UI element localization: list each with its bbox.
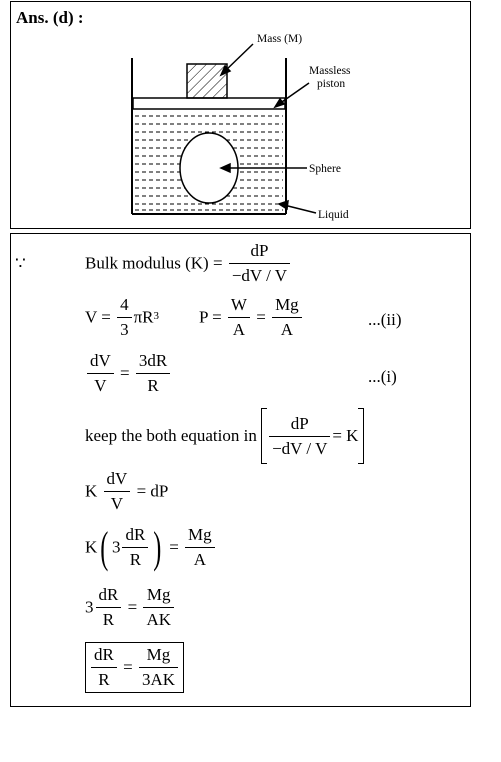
t-den2: AK: [146, 610, 171, 629]
k2-den2: A: [193, 550, 206, 569]
dv-num2: 3dR: [136, 350, 170, 374]
k2-lhs: K: [85, 537, 98, 557]
keep-text: keep the both equation in: [85, 426, 257, 445]
t-fraction: [96, 584, 122, 631]
v-lhs: V =: [85, 307, 111, 327]
label-piston-line2: piston: [317, 78, 346, 90]
p-num1: W: [228, 294, 250, 318]
bulk-text: Bulk modulus (K) =: [85, 253, 223, 273]
label-liquid: Liquid: [318, 209, 349, 221]
dv-den: V: [94, 376, 107, 395]
k2-three: 3: [111, 537, 121, 557]
because-symbol: ∵: [15, 254, 26, 273]
eq-three: [85, 584, 176, 631]
dv-fraction: [87, 350, 114, 397]
bulk-den: −dV / V: [231, 266, 288, 285]
f-den2: 3AK: [141, 670, 175, 689]
keep-num: dP: [269, 413, 330, 437]
label-mass: Mass (M): [257, 33, 303, 45]
p-fraction-2: [272, 294, 302, 341]
answer-diagram-box: [10, 1, 471, 229]
f-fraction-2: [139, 644, 178, 691]
p-num2: Mg: [272, 294, 302, 318]
tag-i: ...(i): [368, 367, 397, 386]
bracket-left: [261, 408, 267, 464]
v-den: 3: [120, 320, 129, 339]
mass-block: [187, 64, 227, 98]
dv-den2: R: [147, 376, 159, 395]
keep-rhs: = K: [332, 426, 359, 445]
k-num: dV: [104, 468, 131, 492]
dv-eq: =: [120, 363, 130, 383]
eq-volume-change: [85, 350, 172, 397]
paren-left: (: [100, 522, 109, 572]
k2-num: dR: [122, 524, 148, 548]
bracket-right: [358, 408, 364, 464]
k2-eq: =: [169, 537, 179, 557]
p-fraction-1: [228, 294, 250, 341]
eq-bulk-modulus: [85, 240, 292, 287]
f-den: R: [98, 670, 110, 689]
bulk-num: dP: [229, 240, 290, 264]
v-exp: 3: [153, 309, 159, 322]
k-rhs: = dP: [136, 481, 169, 501]
f-num2: Mg: [139, 644, 178, 668]
eq-pressure: [199, 294, 304, 341]
eq-keep: [85, 408, 364, 464]
dv-num: dV: [87, 350, 114, 374]
f-num: dR: [91, 644, 117, 668]
t-den: R: [102, 610, 115, 629]
eq-volume: [85, 294, 159, 341]
label-piston-line1: Massless: [309, 65, 351, 77]
solution-box: [10, 233, 471, 707]
f-fraction: [91, 644, 117, 691]
k-den: V: [110, 494, 124, 513]
p-eq: =: [256, 307, 266, 327]
eq-k-substituted: [85, 524, 217, 571]
dv-fraction-2: [136, 350, 170, 397]
k-fraction: [104, 468, 131, 515]
v-fraction: [117, 294, 132, 341]
k2-fraction: [122, 524, 148, 571]
p-den1: A: [232, 320, 246, 339]
v-rest: πR: [133, 307, 154, 327]
k2-fraction-2: [185, 524, 215, 571]
t-num: dR: [96, 584, 122, 608]
piston: [133, 98, 285, 109]
answer-heading: Ans. (d) :: [16, 8, 84, 27]
p-lhs: P =: [199, 307, 222, 327]
final-answer-box: [85, 642, 184, 693]
v-num: 4: [117, 294, 132, 318]
t-eq: =: [127, 597, 138, 617]
k2-num2: Mg: [185, 524, 215, 548]
t-fraction-2: [143, 584, 174, 631]
eq-k-dp: [85, 468, 168, 515]
k2-den: R: [129, 550, 142, 569]
label-sphere: Sphere: [309, 163, 341, 175]
tag-ii: ...(ii): [368, 310, 402, 329]
t-num2: Mg: [143, 584, 174, 608]
t-three: 3: [85, 597, 94, 617]
k-lhs: K: [85, 481, 98, 501]
keep-fraction: [269, 413, 330, 460]
container-diagram: [11, 2, 469, 227]
keep-den: −dV / V: [272, 438, 328, 458]
paren-right: ): [153, 522, 162, 572]
bulk-fraction: [229, 240, 290, 287]
p-den2: A: [280, 320, 294, 339]
eq-final: [85, 642, 184, 693]
f-eq: =: [123, 657, 133, 677]
